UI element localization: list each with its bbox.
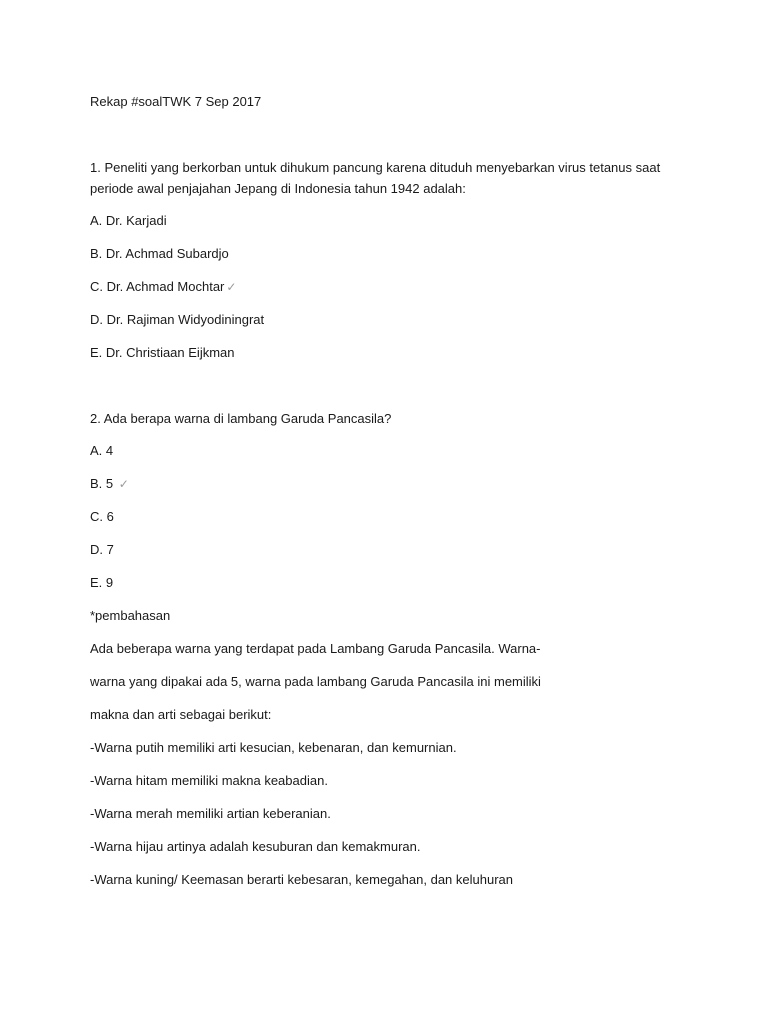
question-1-option-b: B. Dr. Achmad Subardjo (90, 246, 229, 261)
question-1-option-e: E. Dr. Christiaan Eijkman (90, 345, 235, 360)
discussion-line: Ada beberapa warna yang terdapat pada Lambang Garuda Pancasila. Warna- (90, 641, 541, 656)
discussion-line: -Warna kuning/ Keemasan berarti kebesaran, kemegahan, dan keluhuran (90, 872, 513, 887)
discussion-line: warna yang dipakai ada 5, warna pada lambang Garuda Pancasila ini memiliki (90, 674, 541, 689)
discussion-heading: *pembahasan (90, 608, 171, 623)
question-2-option-d: D. 7 (90, 542, 114, 557)
discussion-line: -Warna hijau artinya adalah kesuburan dan kemakmuran. (90, 839, 421, 854)
question-1-option-a: A. Dr. Karjadi (90, 213, 167, 228)
document-title: Rekap #soalTWK 7 Sep 2017 (90, 94, 262, 109)
question-2-option-a: A. 4 (90, 443, 114, 458)
check-mark-icon: ✓ (118, 477, 129, 491)
discussion-line: makna dan arti sebagai berikut: (90, 707, 272, 722)
question-2-option-b (90, 475, 129, 493)
discussion-line: -Warna hitam memiliki makna keabadian. (90, 773, 328, 788)
check-mark-icon: ✓ (226, 280, 237, 294)
question-2-option-c: C. 6 (90, 509, 114, 524)
question-1-text-line-1: 1. Peneliti yang berkorban untuk dihukum pancung karena dituduh menyebarkan virus tetanus saat (90, 160, 661, 175)
question-2-text: 2. Ada berapa warna di lambang Garuda Pancasila? (90, 411, 392, 426)
discussion-line: -Warna merah memiliki artian keberanian. (90, 806, 331, 821)
question-1-text-line-2: periode awal penjajahan Jepang di Indonesia tahun 1942 adalah: (90, 181, 466, 196)
discussion-line: -Warna putih memiliki arti kesucian, kebenaran, dan kemurnian. (90, 740, 457, 755)
question-2-option-e: E. 9 (90, 575, 114, 590)
question-2-option-b-label: B. 5 (90, 476, 114, 491)
question-1-option-d: D. Dr. Rajiman Widyodiningrat (90, 312, 265, 327)
question-1-option-c-label: C. Dr. Achmad Mochtar (90, 279, 225, 294)
question-1-option-c (90, 278, 236, 296)
